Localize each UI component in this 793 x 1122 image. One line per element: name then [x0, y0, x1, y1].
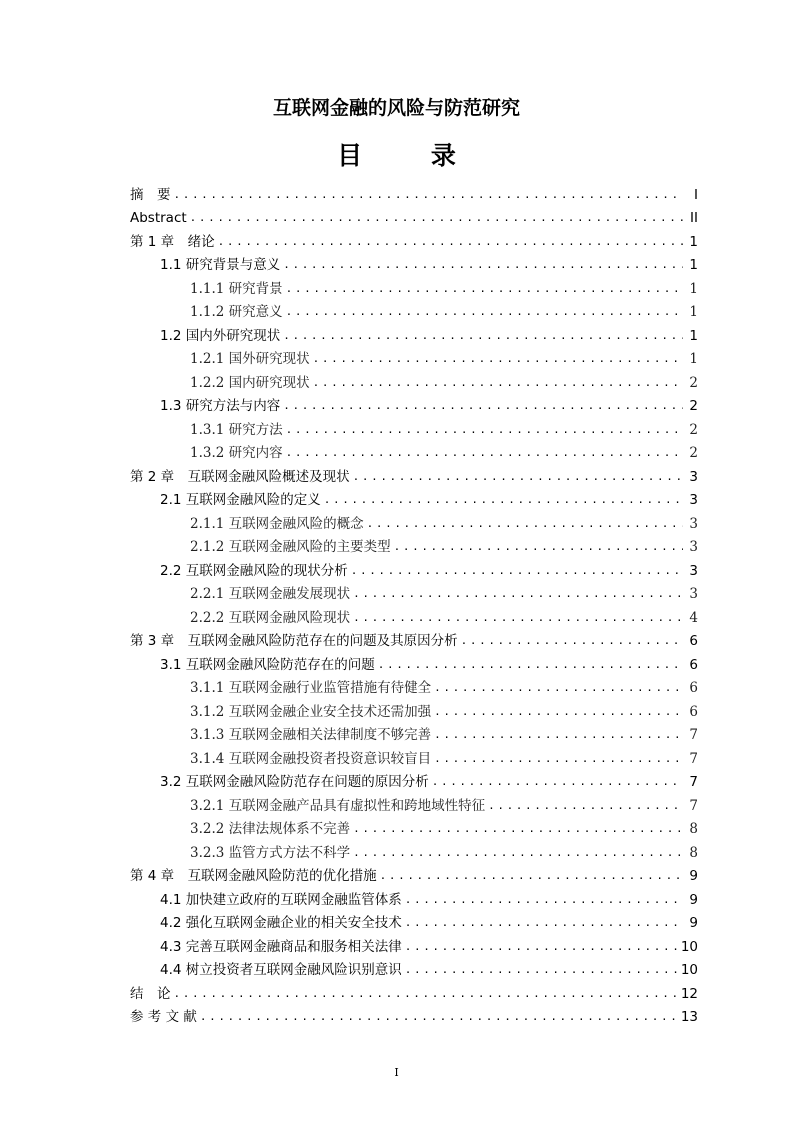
toc-entry[interactable]	[130, 978, 698, 1002]
toc-entry[interactable]	[130, 579, 698, 603]
toc-leader-dots	[353, 585, 683, 602]
toc-entry-label: 1.3 研究方法与内容	[160, 398, 281, 414]
page-number: I	[394, 1066, 399, 1079]
toc-entry[interactable]	[130, 438, 698, 462]
toc-leader-dots	[286, 280, 683, 297]
toc-entry-label: Abstract	[130, 210, 187, 226]
toc-heading: 目 录	[337, 141, 486, 170]
toc-leader-dots	[286, 303, 683, 320]
toc-leader-dots	[405, 891, 683, 908]
toc-entry-page: 1	[689, 304, 698, 320]
toc-entry-label: 4.1 加快建立政府的互联网金融监管体系	[160, 891, 402, 908]
toc-entry-label: 4.4 树立投资者互联网金融风险识别意识	[160, 962, 402, 978]
toc-leader-dots	[218, 233, 683, 250]
toc-entry-label: 3.1.3 互联网金融相关法律制度不够完善	[190, 727, 432, 743]
toc-entry-label: 参 考 文 献	[130, 1009, 197, 1025]
toc-entry[interactable]	[130, 344, 698, 368]
toc-entry[interactable]	[130, 532, 698, 556]
toc-leader-dots	[405, 961, 678, 978]
toc-entry-page: 1	[689, 327, 698, 344]
toc-entry-page: 1	[689, 351, 698, 367]
toc-entry-label: 3.2.2 法律法规体系不完善	[190, 821, 351, 837]
toc-entry-label: 摘 要	[130, 186, 171, 203]
toc-entry[interactable]	[130, 461, 698, 485]
toc-entry[interactable]	[130, 743, 698, 767]
toc-entry-page: 2	[689, 421, 698, 438]
toc-entry-page: 2	[689, 374, 698, 391]
toc-entry-page: 10	[680, 962, 698, 978]
toc-leader-dots	[353, 468, 683, 485]
toc-entry-label: 1.1.2 研究意义	[190, 304, 283, 320]
toc-entry[interactable]	[130, 696, 698, 720]
toc-entry[interactable]	[130, 320, 698, 344]
toc-entry-page: 10	[680, 938, 698, 955]
toc-entry[interactable]	[130, 485, 698, 509]
toc-entry[interactable]	[130, 250, 698, 274]
toc-leader-dots	[324, 491, 683, 508]
toc-entry-page: 6	[689, 680, 698, 696]
table-of-contents	[130, 179, 698, 1025]
toc-leader-dots	[367, 515, 683, 532]
toc-entry-label: 第 4 章 互联网金融风险防范的优化措施	[130, 868, 377, 884]
toc-entry-page: 7	[689, 774, 698, 790]
toc-entry[interactable]	[130, 391, 698, 415]
toc-entry-label: 2.2.1 互联网金融发展现状	[190, 586, 351, 602]
toc-entry-label: 1.2 国内外研究现状	[160, 327, 281, 344]
toc-entry-page: 2	[689, 445, 698, 461]
toc-leader-dots	[434, 679, 683, 696]
toc-leader-dots	[432, 773, 683, 790]
toc-entry[interactable]	[130, 931, 698, 955]
toc-leader-dots	[313, 350, 683, 367]
toc-leader-dots	[434, 703, 683, 720]
toc-entry-label: 1.1 研究背景与意义	[160, 257, 281, 273]
toc-entry[interactable]	[130, 837, 698, 861]
toc-entry[interactable]	[130, 1002, 698, 1026]
toc-entry-label: 4.2 强化互联网金融企业的相关安全技术	[160, 915, 402, 931]
toc-entry-page: 1	[689, 257, 698, 273]
toc-entry-page: 6	[689, 703, 698, 720]
toc-entry-label: 3.1.1 互联网金融行业监管措施有待健全	[190, 680, 432, 696]
toc-entry-label: 3.2.1 互联网金融产品具有虚拟性和跨地域性特征	[190, 797, 486, 814]
toc-entry-label: 第 2 章 互联网金融风险概述及现状	[130, 468, 350, 485]
toc-entry-label: 2.1.2 互联网金融风险的主要类型	[190, 539, 391, 555]
toc-entry-page: 3	[689, 539, 698, 555]
toc-entry-page: 3	[689, 492, 698, 508]
toc-entry-page: 7	[689, 797, 698, 814]
toc-entry[interactable]	[130, 790, 698, 814]
toc-entry[interactable]	[130, 626, 698, 650]
toc-entry-page: 3	[689, 515, 698, 532]
toc-entry[interactable]	[130, 884, 698, 908]
toc-entry-page: 12	[680, 985, 698, 1002]
toc-leader-dots	[200, 1008, 678, 1025]
toc-entry[interactable]	[130, 203, 698, 227]
toc-leader-dots	[434, 750, 683, 767]
toc-entry-label: 1.3.2 研究内容	[190, 445, 283, 461]
toc-entry-label: 第 3 章 互联网金融风险防范存在的问题及其原因分析	[130, 633, 458, 649]
toc-entry-label: 第 1 章 绪论	[130, 233, 215, 250]
toc-leader-dots	[488, 797, 683, 814]
toc-leader-dots	[353, 844, 683, 861]
toc-leader-dots	[286, 421, 683, 438]
toc-entry-page: 9	[689, 868, 698, 884]
toc-entry[interactable]	[130, 555, 698, 579]
toc-entry[interactable]	[130, 508, 698, 532]
toc-entry-page: 3	[689, 586, 698, 602]
toc-entry-label: 3.1.2 互联网金融企业安全技术还需加强	[190, 703, 432, 720]
document-title: 互联网金融的风险与防范研究	[272, 97, 520, 119]
toc-entry-page: 8	[689, 844, 698, 861]
toc-leader-dots	[286, 444, 683, 461]
toc-leader-dots	[353, 820, 683, 837]
toc-entry-label: 结 论	[130, 985, 171, 1002]
toc-entry[interactable]	[130, 602, 698, 626]
toc-entry-page: 6	[689, 633, 698, 649]
toc-entry-page: 1	[689, 280, 698, 297]
toc-leader-dots	[174, 985, 678, 1002]
toc-entry[interactable]	[130, 955, 698, 979]
toc-entry-page: 1	[689, 233, 698, 250]
toc-entry[interactable]	[130, 179, 698, 203]
toc-entry[interactable]	[130, 908, 698, 932]
toc-entry-page: 3	[689, 468, 698, 485]
toc-leader-dots	[283, 256, 683, 273]
toc-entry-page: 7	[689, 727, 698, 743]
toc-entry-page: 6	[689, 656, 698, 673]
toc-entry-page: 13	[680, 1009, 698, 1025]
toc-entry[interactable]	[130, 649, 698, 673]
toc-entry-label: 2.2.2 互联网金融风险现状	[190, 609, 351, 626]
toc-entry[interactable]	[130, 861, 698, 885]
toc-entry[interactable]	[130, 767, 698, 791]
toc-leader-dots	[378, 656, 683, 673]
toc-entry[interactable]	[130, 367, 698, 391]
toc-entry-label: 1.2.1 国外研究现状	[190, 351, 310, 367]
toc-entry-page: 8	[689, 821, 698, 837]
toc-leader-dots	[174, 186, 684, 203]
toc-leader-dots	[461, 632, 683, 649]
toc-entry-label: 2.1 互联网金融风险的定义	[160, 492, 321, 508]
toc-entry-label: 1.3.1 研究方法	[190, 421, 283, 438]
toc-leader-dots	[394, 538, 683, 555]
toc-leader-dots	[353, 609, 683, 626]
toc-entry[interactable]	[130, 414, 698, 438]
toc-leader-dots	[351, 562, 683, 579]
toc-entry-label: 3.1.4 互联网金融投资者投资意识较盲目	[190, 750, 432, 767]
toc-leader-dots	[380, 867, 683, 884]
toc-leader-dots	[405, 938, 678, 955]
toc-entry-label: 2.1.1 互联网金融风险的概念	[190, 515, 364, 532]
toc-leader-dots	[405, 914, 683, 931]
toc-entry[interactable]	[130, 226, 698, 250]
toc-entry-label: 3.2 互联网金融风险防范存在问题的原因分析	[160, 774, 429, 790]
toc-entry[interactable]	[130, 273, 698, 297]
toc-entry-label: 1.1.1 研究背景	[190, 280, 283, 297]
toc-entry[interactable]	[130, 297, 698, 321]
toc-entry-page: 4	[689, 609, 698, 626]
toc-entry-label: 2.2 互联网金融风险的现状分析	[160, 562, 348, 579]
toc-entry-page: 7	[689, 750, 698, 767]
toc-entry-page: 2	[689, 398, 698, 414]
toc-entry[interactable]	[130, 814, 698, 838]
toc-entry-page: 3	[689, 562, 698, 579]
toc-leader-dots	[283, 397, 683, 414]
toc-entry-label: 1.2.2 国内研究现状	[190, 374, 310, 391]
toc-entry[interactable]	[130, 720, 698, 744]
toc-leader-dots	[313, 374, 683, 391]
toc-entry-page: II	[690, 210, 698, 226]
toc-leader-dots	[190, 209, 683, 226]
toc-entry-label: 3.1 互联网金融风险防范存在的问题	[160, 656, 375, 673]
toc-leader-dots	[283, 327, 683, 344]
toc-entry-page: 9	[689, 915, 698, 931]
toc-entry-label: 4.3 完善互联网金融商品和服务相关法律	[160, 938, 402, 955]
toc-entry[interactable]	[130, 673, 698, 697]
toc-entry-label: 3.2.3 监管方式方法不科学	[190, 844, 351, 861]
toc-leader-dots	[434, 726, 683, 743]
toc-entry-page: 9	[689, 891, 698, 908]
toc-entry-page: I	[694, 186, 698, 203]
